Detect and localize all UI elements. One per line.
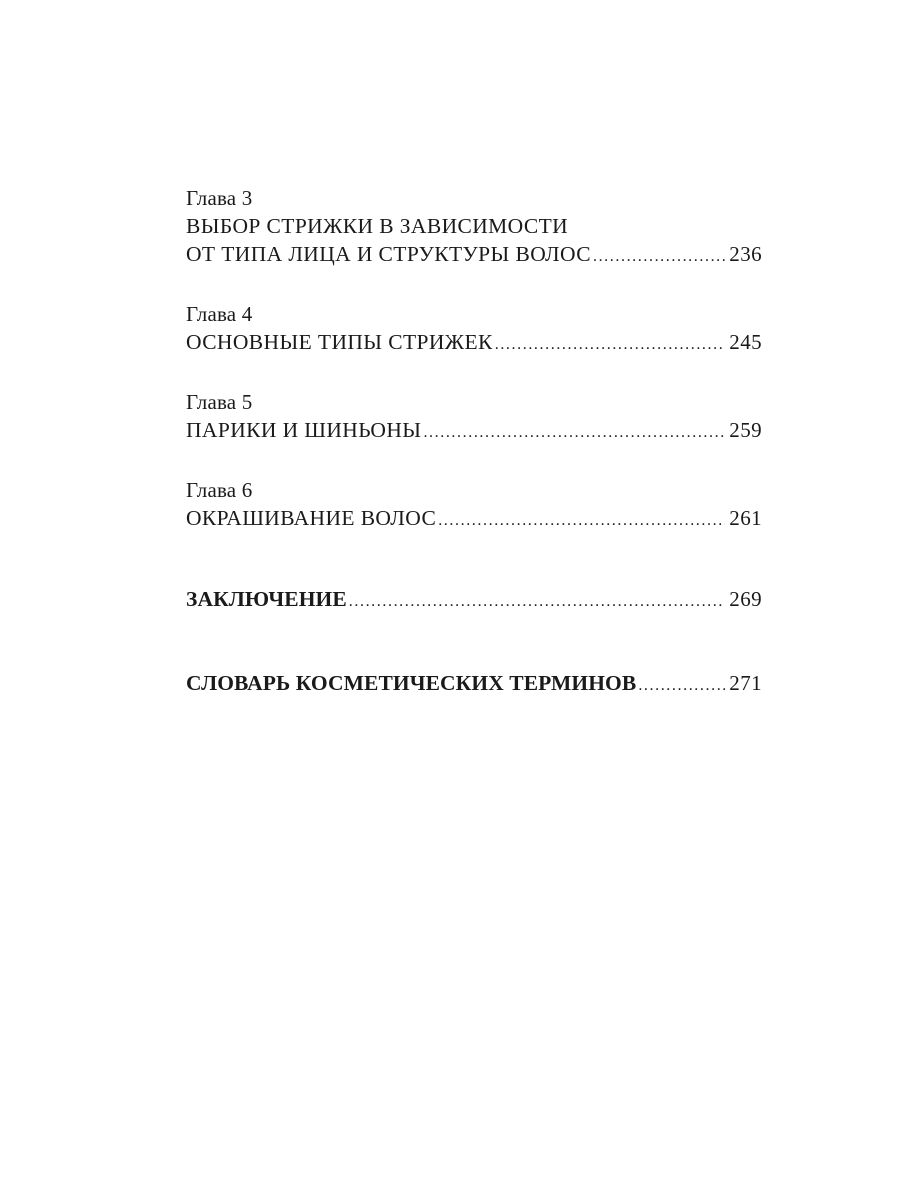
chapter-label: Глава 3 xyxy=(186,186,253,210)
table-of-contents xyxy=(186,184,762,700)
toc-entry-chapter-4 xyxy=(186,300,762,359)
page-number: 271 xyxy=(729,671,762,695)
toc-entry-chapter-6 xyxy=(186,476,762,535)
dot-leader xyxy=(438,507,725,535)
toc-entry-glossary xyxy=(186,669,762,700)
dot-leader xyxy=(423,419,725,447)
chapter-title-row xyxy=(186,416,762,447)
dot-leader xyxy=(495,331,726,359)
dot-leader xyxy=(593,243,725,271)
section-title: ЗАКЛЮЧЕНИЕ xyxy=(186,587,347,611)
page-number: 245 xyxy=(729,330,762,354)
chapter-label: Глава 6 xyxy=(186,478,253,502)
toc-entry-chapter-3 xyxy=(186,184,762,271)
section-title: СЛОВАРЬ КОСМЕТИЧЕСКИХ ТЕРМИНОВ xyxy=(186,671,637,695)
dot-leader xyxy=(638,672,725,700)
chapter-title: ОТ ТИПА ЛИЦА И СТРУКТУРЫ ВОЛОС xyxy=(186,242,591,266)
chapter-title-row xyxy=(186,240,762,271)
toc-entry-conclusion xyxy=(186,585,762,616)
chapter-title-row xyxy=(186,504,762,535)
page-number: 261 xyxy=(729,506,762,530)
chapter-title-row xyxy=(186,328,762,359)
chapter-label: Глава 5 xyxy=(186,390,253,414)
page-number: 259 xyxy=(729,418,762,442)
section-title-row xyxy=(186,585,762,616)
chapter-title: ОКРАШИВАНИЕ ВОЛОС xyxy=(186,506,437,530)
chapter-title: ПАРИКИ И ШИНЬОНЫ xyxy=(186,418,422,442)
dot-leader xyxy=(349,588,726,616)
section-title-row xyxy=(186,669,762,700)
page-number: 269 xyxy=(729,587,762,611)
chapter-title: ОСНОВНЫЕ ТИПЫ СТРИЖЕК xyxy=(186,330,493,354)
toc-entry-chapter-5 xyxy=(186,388,762,447)
page-number: 236 xyxy=(729,242,762,266)
chapter-label: Глава 4 xyxy=(186,302,253,326)
chapter-title-line: ВЫБОР СТРИЖКИ В ЗАВИСИМОСТИ xyxy=(186,214,569,238)
